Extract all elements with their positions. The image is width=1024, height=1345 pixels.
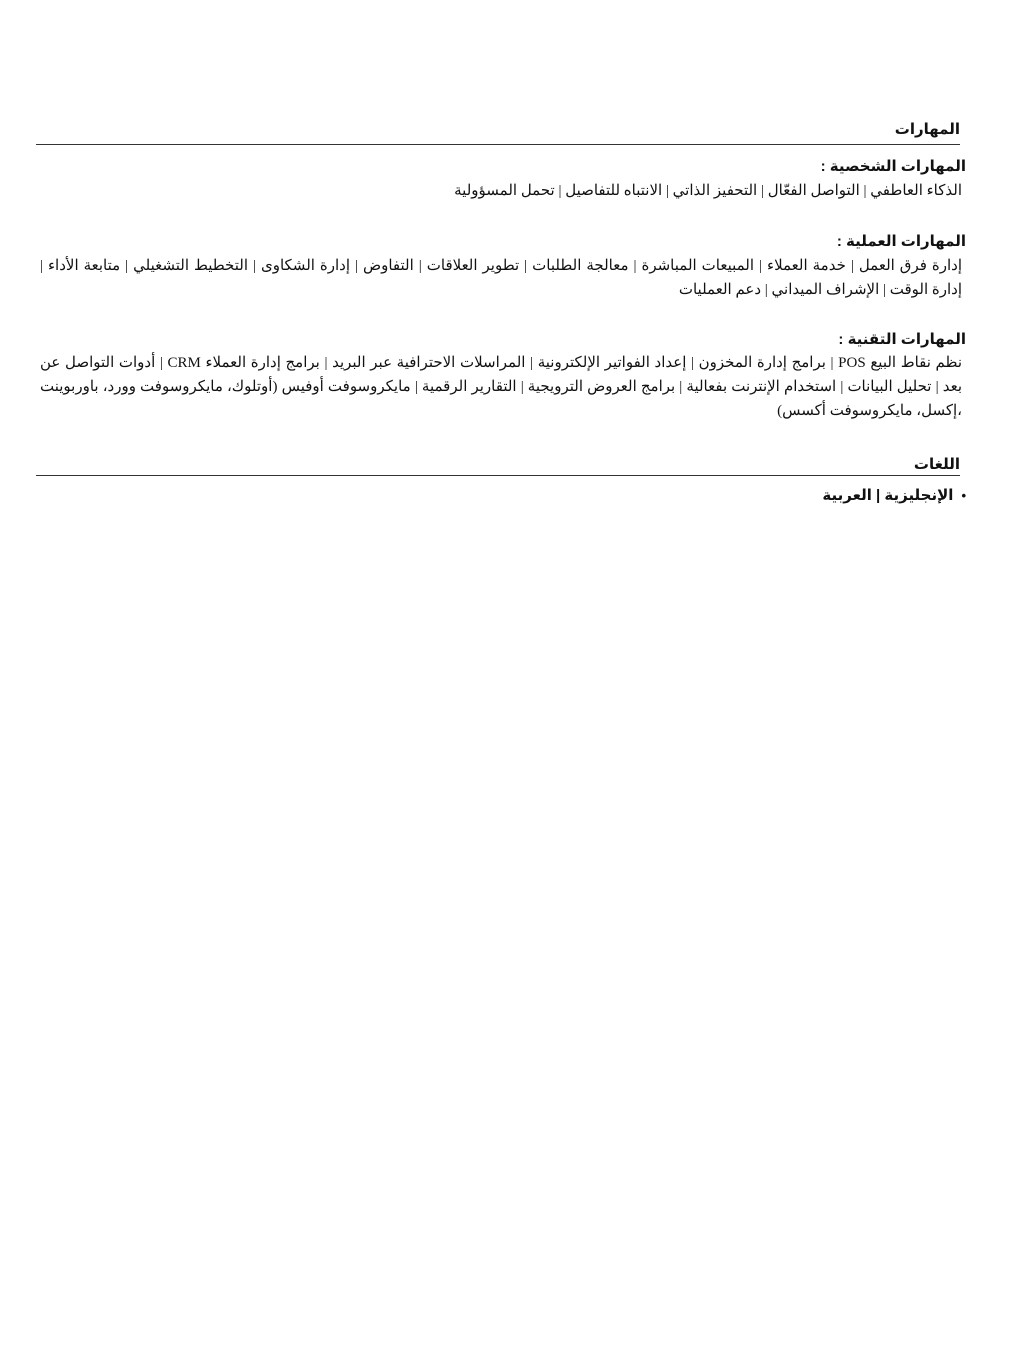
skills-divider	[36, 144, 960, 145]
technical-skills-text: نظم نقاط البيع POS | برامج إدارة المخزون | إعداد الفواتير الإلكترونية | المراسلات الاحترافية عبر البريد | برامج إدارة العملاء CRM | أدوات التواصل عن بعد | تحليل البيانات | استخدام الإنترنت بفعالية | برامج العروض الترويجية | التقارير الرقمية | مايكروسوفت أوفيس (أوتلوك، مايكروسوفت وورد، باوربوينت ،إكسل، مايكروسوفت أكسس)	[40, 355, 962, 419]
personal-skills-title: المهارات الشخصية :	[820, 158, 966, 175]
practical-skills-text: إدارة فرق العمل | خدمة العملاء | المبيعات المباشرة | معالجة الطلبات | تطوير العلاقات | التفاوض | إدارة الشكاوى | التخطيط التشغيلي | متابعة الأداء | إدارة الوقت | الإشراف الميداني | دعم العمليات	[40, 258, 962, 298]
skills-heading: المهارات	[894, 121, 960, 138]
bullet-icon: •	[961, 488, 966, 503]
languages-heading: اللغات	[913, 456, 960, 473]
technical-skills-title: المهارات التقنية :	[838, 331, 966, 348]
practical-skills-title: المهارات العملية :	[836, 233, 966, 250]
languages-list	[822, 486, 966, 506]
languages-items: الإنجليزية | العربية	[822, 487, 954, 504]
languages-divider	[36, 475, 960, 476]
personal-skills-text: الذكاء العاطفي | التواصل الفعّال | التحفيز الذاتي | الانتباه للتفاصيل | تحمل المسؤولية	[454, 183, 962, 199]
